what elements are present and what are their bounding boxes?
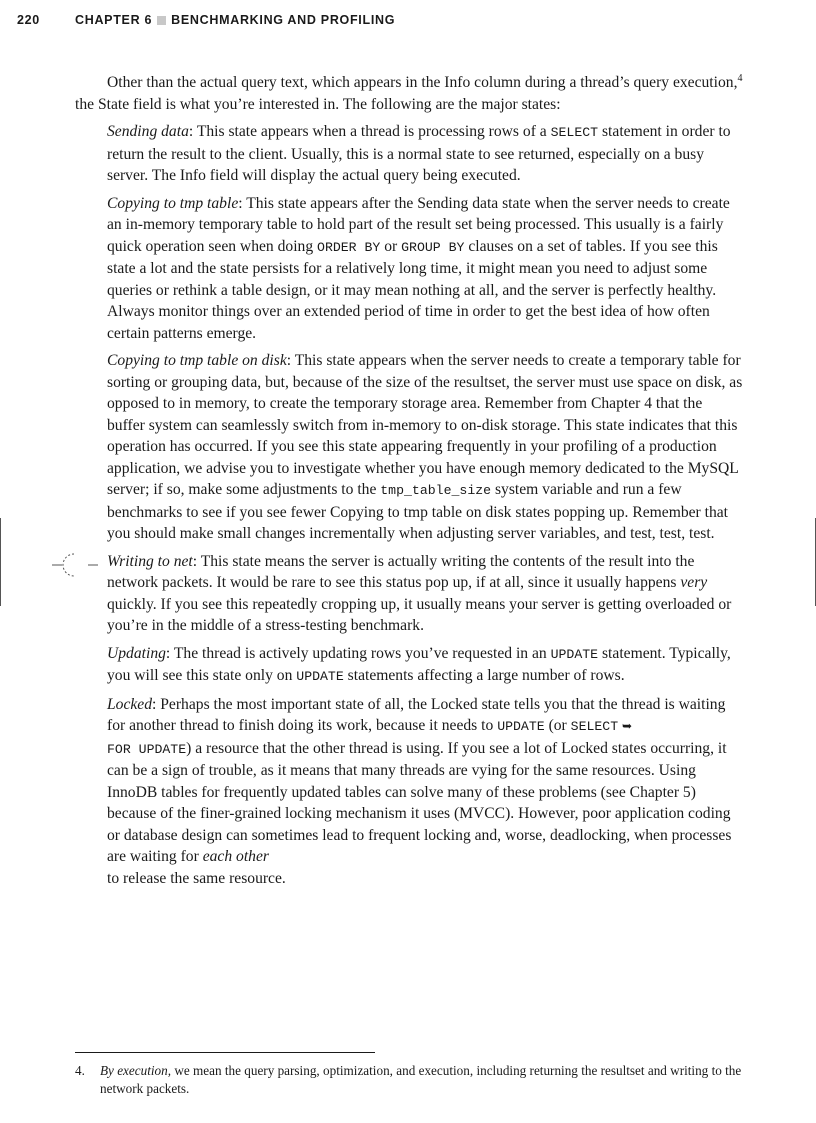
state-text: : The thread is actively updating rows you’ve requested in an — [165, 644, 551, 662]
state-text: statement in order to return the result to the client. Usually, this is a normal state to see returned, especially on a busy server. The Info field will display the actual query being executed. — [107, 123, 731, 184]
state-locked — [107, 694, 743, 890]
state-text: to release the same resource. — [107, 869, 286, 887]
line-continuation-arrow-icon: ➥ — [618, 719, 633, 733]
code-text: GROUP BY — [401, 239, 465, 255]
state-term: Copying to tmp table — [107, 194, 239, 212]
footnote-emphasis: By execution, — [100, 1063, 172, 1078]
footnote — [75, 1062, 743, 1098]
state-text: : This state appears when a thread is processing rows of a — [188, 123, 551, 140]
state-writing-to-net — [107, 551, 743, 637]
state-text: clauses on a set of tables. If you see this state a lot and the state persists for a relatively long time, it might mean you need to adjust some queries or rethink a table design, or it may mean nothing at all, and the server is perfectly healthy. Always monitor things over an extended period of time in order to get the best idea of how often certain patterns emerge. — [107, 237, 718, 342]
code-text: UPDATE — [497, 719, 545, 734]
chapter-label: CHAPTER 6 — [75, 13, 153, 27]
code-text: SELECT — [550, 125, 599, 140]
footnote-divider — [75, 1052, 375, 1053]
state-text: : This state means the server is actually writing the contents of the result into the network packets. It would be rare to see this status pop up, if at all, since it usually happens — [107, 552, 695, 591]
state-term: Updating — [107, 644, 166, 662]
page-number: 220 — [17, 13, 40, 27]
state-copying-to-tmp-table — [107, 193, 743, 345]
emphasis-text: very — [680, 574, 708, 591]
state-text: : This state appears when the server needs to create a temporary table for sorting or grouping data, but, because of the size of the resultset, the server must use space on disk, as opposed to in memory, to create the temporary storage area. Remember from Chapter 4 that the buffer system can seamlessly switch from in-memory to on-disk storage. This state indicates that this operation has occurred. If you see this state appearing frequently in your profiling of a production application, we advise you to investigate whether you have enough memory dedicated to the MySQL server; if so, make some adjustments to the — [107, 352, 743, 498]
state-copying-to-tmp-table-on-disk — [107, 350, 743, 545]
intro-text-continued: the State field is what you’re interested in. The following are the major states: — [75, 95, 561, 113]
state-term: Writing to net — [107, 552, 193, 570]
state-sending-data — [107, 121, 743, 187]
state-term: Copying to tmp table on disk — [107, 352, 287, 369]
emphasis-text: each other — [202, 848, 269, 865]
code-text: UPDATE — [550, 646, 599, 662]
state-text: statements affecting a large number of rows. — [343, 667, 625, 684]
footnote-reference: 4 — [737, 72, 743, 84]
state-text: : This state appears after the Sending data state when the server needs to create an in-memory temporary table to hold part of the result set being processed. This usually is a fairly quick operation seen when doing — [107, 194, 730, 255]
state-text: (or — [544, 717, 571, 734]
running-title — [75, 13, 395, 27]
code-text: ORDER BY — [317, 239, 381, 255]
chapter-title: BENCHMARKING AND PROFILING — [171, 13, 396, 27]
state-text: system variable and run a few benchmarks to see if you see fewer Copying to tmp table on disk states popping up. Remember that you should make small changes incrementally when adjusting server variables, and test, test, test. — [107, 481, 729, 542]
code-text: UPDATE — [296, 669, 344, 684]
state-text: : Perhaps the most important state of all, the Locked state tells you that the thread is waiting for another thread to finish doing its work, because it needs to — [107, 695, 726, 734]
code-text: tmp_table_size — [380, 483, 492, 498]
left-margin-bar — [0, 518, 1, 606]
code-text: FOR UPDATE — [107, 741, 187, 757]
code-text: SELECT — [570, 719, 619, 734]
running-header — [17, 13, 776, 29]
footnote-text — [100, 1062, 743, 1098]
state-term: Sending data — [107, 123, 189, 140]
state-term: Locked — [107, 695, 153, 713]
state-text: quickly. If you see this repeatedly cropping up, it usually means your server is getting overloaded or you’re in the middle of a stress-testing benchmark. — [107, 595, 732, 634]
footnote-number: 4. — [75, 1063, 85, 1078]
body-text — [75, 72, 743, 895]
square-separator-icon — [157, 16, 166, 25]
state-text: statement. Typically, you will see this state only on — [107, 644, 731, 684]
intro-text: Other than the actual query text, which appears in the Info column during a thread’s query execution, — [107, 74, 738, 91]
footnote-body: we mean the query parsing, optimization, and execution, including returning the resultset and writing to the network packets. — [100, 1063, 742, 1096]
state-text: or — [380, 237, 402, 255]
state-text: ) a resource that the other thread is using. If you see a lot of Locked states occurring, it can be a sign of trouble, as it means that many threads are vying for the same resources. Using InnoDB tables for frequently updated tables can solve many of these problems (see Chapter 5) because of the finer-grained locking mechanism it uses (MVCC). However, poor application coding or database design can sometimes lead to frequent locking and, worse, deadlocking, when processes are waiting for — [107, 739, 732, 865]
state-updating — [107, 643, 743, 688]
intro-paragraph — [75, 72, 743, 115]
